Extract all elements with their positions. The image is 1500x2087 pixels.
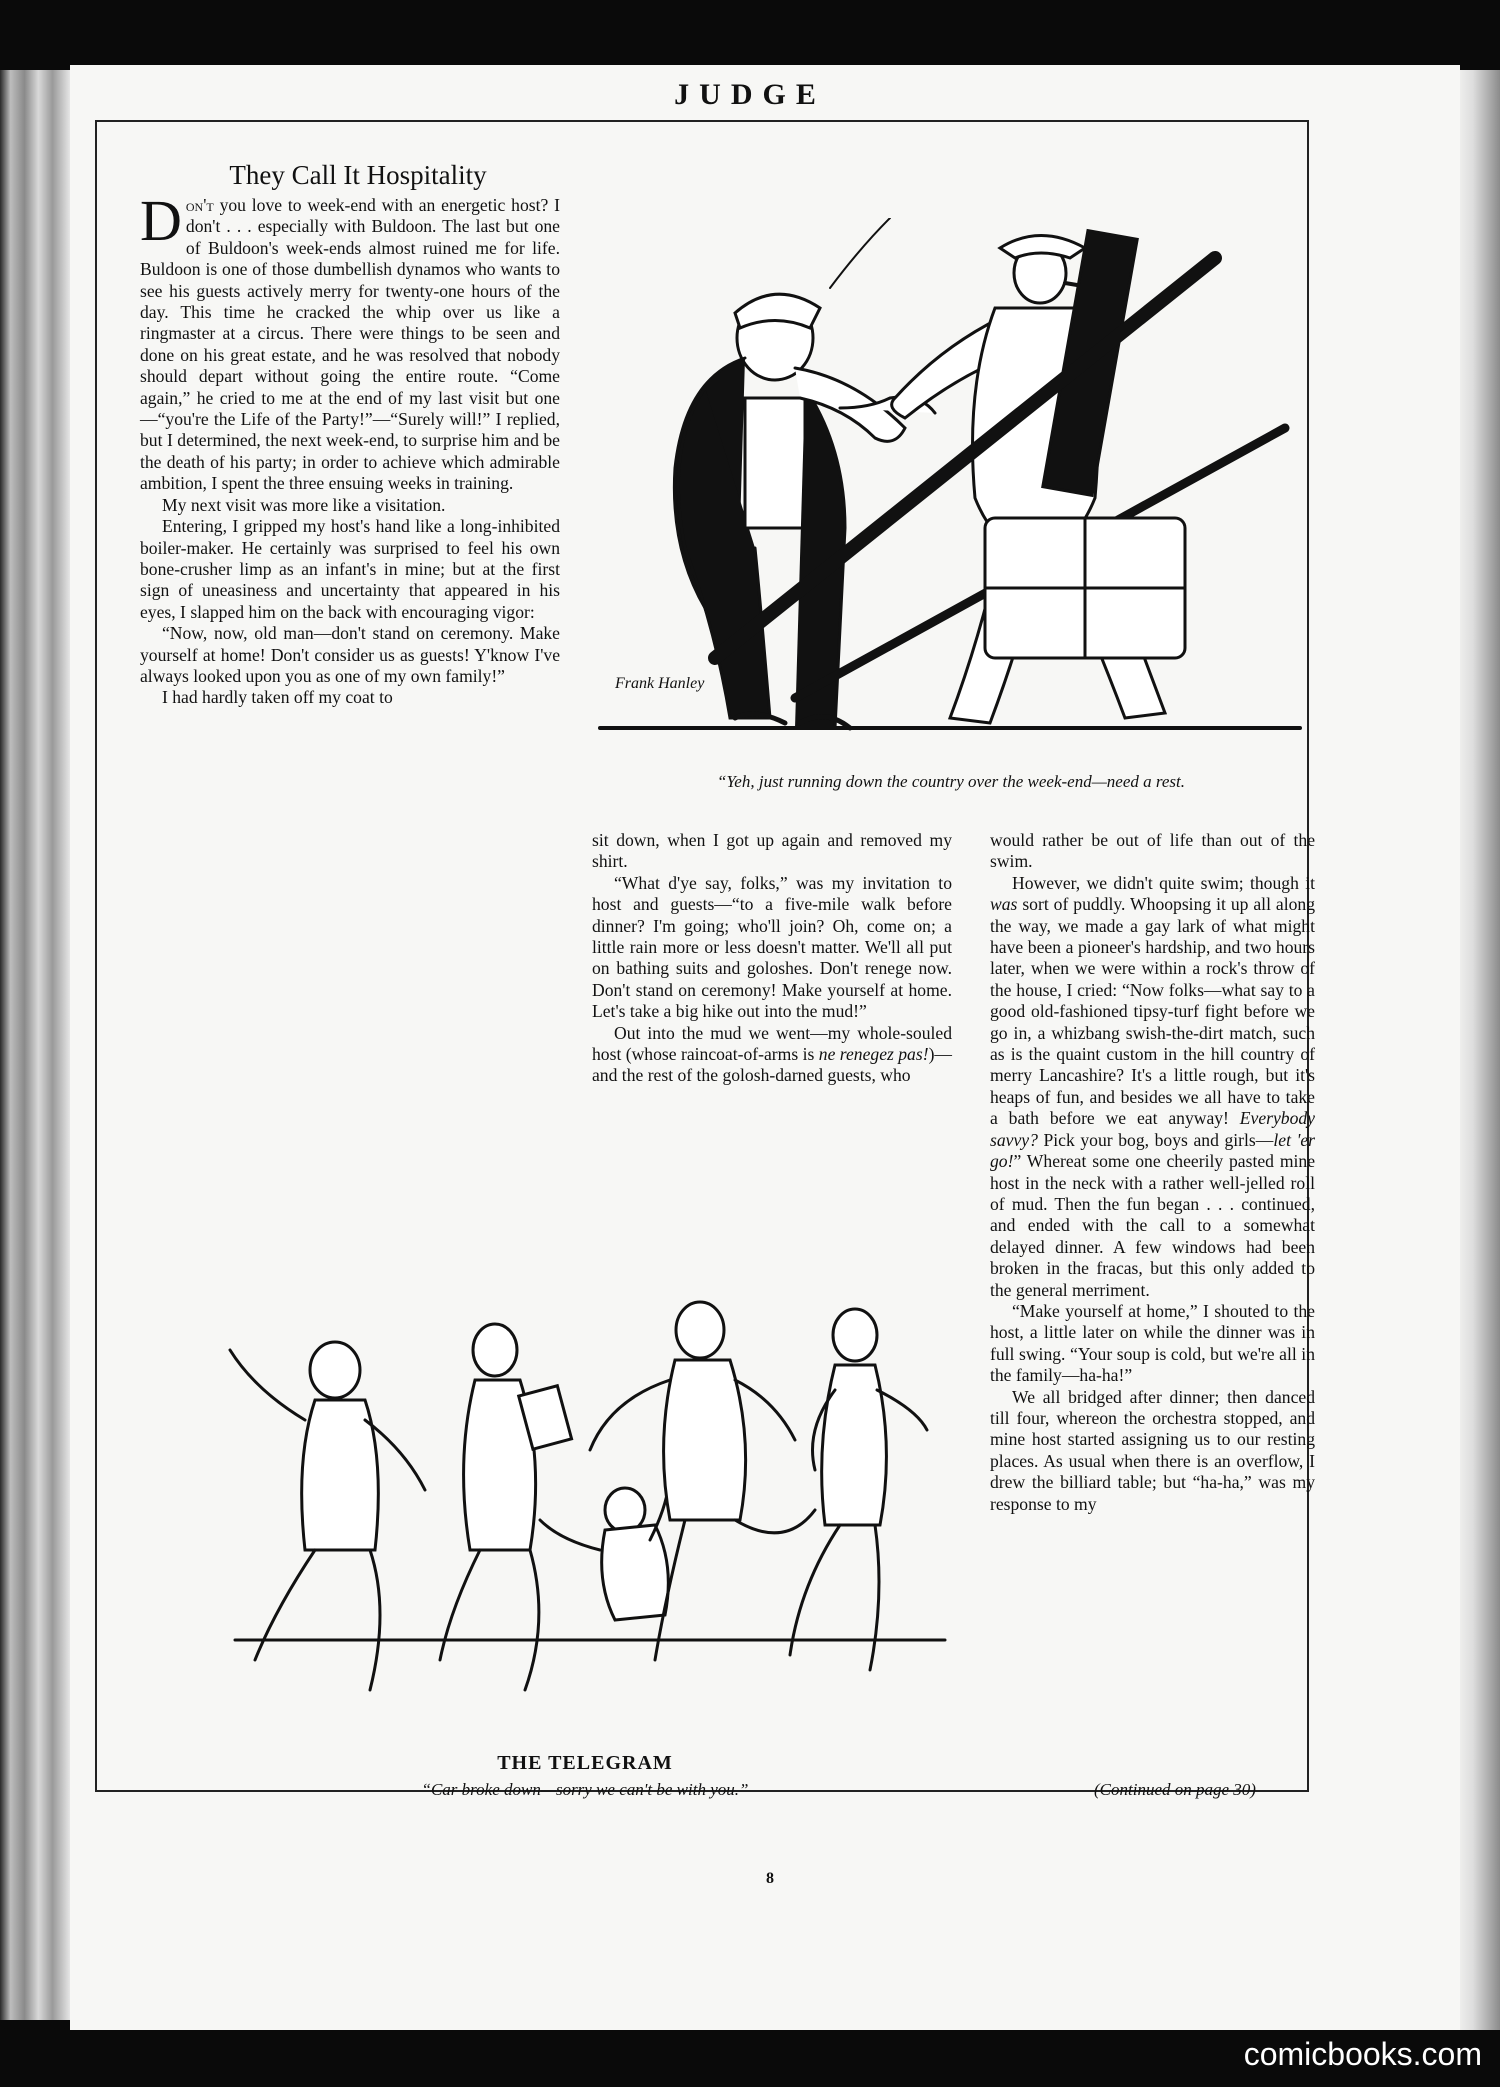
book-edge-left [0, 70, 70, 2020]
cartoon-caption: “Car broke down—sorry we can't be with you.” [421, 1780, 749, 1799]
italic-text: let 'er go! [990, 1129, 1315, 1172]
opening-text: you love to week-end with an energetic host? I don't . . . especially with Buldoon. The last but one of Buldoon's week-ends almost ruined me for life. Buldoon is one of those dumbellish dynamos who wants to see his guests actively merry for twenty-one hours of the day. This time he cracked the whip over us like a ringmaster at a circus. There were things to be seen and done on his great estate, and he was resolved that nobody should depart without going the entire route. “Come again,” he cried to me at the end of my last visit but one—“you're the Life of the Party!”—“Surely will!” I replied, but I determined, the next week-end, to surprise him and be the death of his party; in order to achieve which admirable ambition, I spent the three ensuing weeks in training. [140, 195, 560, 494]
body-paragraph: I had hardly taken off my coat to [162, 687, 393, 708]
body-paragraph: “What d'ye say, folks,” was my invitation to host and guests—“to a five-mile walk before dinner? I'm going; who'll join? Oh, come on; a little rain more or less doesn't matter. We'll all put on bathing suits and goloshes. Don't renege now. Don't stand on ceremony! Make yourself at home. Let's take a big hike out into the mud!” [592, 872, 952, 1022]
body-paragraph: “Now, now, old man—don't stand on ceremony. Make yourself at home! Don't consider us as guests! Y'know I've always looked upon you as one of my own family!” [140, 623, 560, 686]
body-paragraph [592, 1023, 952, 1087]
body-paragraph: We all bridged after dinner; then danced till four, whereon the orchestra stopped, and mine host started assigning us to our resting places. As usual when there is an overflow, I drew the billiard table; but “ha-ha,” was my response to my [990, 1386, 1315, 1514]
cartoon-signature: Frank Hanley [615, 675, 705, 692]
article-column-1 [140, 188, 560, 1195]
opening-small-caps: on't [185, 195, 214, 215]
text-run: Pick your bog, boys and girls— [1037, 1129, 1274, 1150]
continued-paragraph: sit down, when I got up again and removed my shirt. [592, 830, 952, 872]
text-run: sort of puddly. Whoopsing it up all along the way, we made a gay lark of what might have been a pioneer's hardship, and two hours later, when we were within a rock's throw of the house, I cried: “Now folks—what say to a good old-fashioned tipsy-turf fight before we go in, a whizbang swish-the-dirt match, such as is the quaint custom in the hill country of merry Lancashire? It's a little rough, but it's heaps of fun, and besides we all have to take a bath before we eat anyway! [990, 894, 1315, 1129]
italic-text: Everybody savvy? [990, 1108, 1315, 1150]
body-paragraph [990, 873, 1315, 1301]
continued-paragraph: would rather be out of life than out of the swim. [990, 830, 1315, 872]
cartoon-title: THE TELEGRAM [497, 1752, 673, 1774]
text-run: ” Whereat some one cheerily pasted mine host in the neck with a rather well-jelled roll of mud. Then the fun began . . . continued, and ended with the call to a somewhat delayed dinner. A few windows had been broken in the fracas, but this only added to the general merriment. [990, 1151, 1315, 1300]
page-number: 8 [766, 1870, 774, 1887]
cartoon-weekend-guest [595, 218, 1305, 738]
cartoon-caption: “Yeh, just running down the country over the week-end—need a rest. [716, 772, 1186, 791]
book-edge-right [1455, 70, 1500, 2030]
article-headline: They Call It Hospitality [229, 160, 487, 190]
body-paragraph: My next visit was more like a visitation. [162, 494, 446, 515]
text-run: However, we didn't quite swim; though it [1012, 872, 1315, 893]
body-paragraph: “Make yourself at home,” I shouted to the host, a little later on while the dinner was in full swing. “Your soup is cold, but we're all in the family—ha-ha!” [990, 1300, 1315, 1386]
continued-note: (Continued on page 30) [1094, 1780, 1256, 1799]
article-column-2 [592, 830, 952, 1220]
body-paragraph: Entering, I gripped my host's hand like a long-inhibited boiler-maker. He certainly was surprised to feel his own bone-crusher limp as an infant's in mine; but at the first sign of uneasiness and uncertainty that appeared in his eyes, I slapped him on the back with encouraging vigor: [140, 516, 560, 622]
opening-paragraph [140, 188, 560, 495]
cartoon-the-telegram [205, 1260, 970, 1715]
article-column-3 [990, 830, 1315, 1790]
italic-text: was [990, 894, 1018, 915]
text-run: )—and the rest of the golosh-darned guests, who [592, 1044, 953, 1086]
drop-cap: D [140, 188, 182, 253]
text-run: Out into the mud we went—my whole-souled host (whose raincoat-of-arms is [592, 1022, 952, 1065]
italic-text: ne renegez pas! [818, 1044, 929, 1065]
site-watermark: comicbooks.com [1243, 2036, 1482, 2072]
masthead: JUDGE [674, 78, 826, 111]
